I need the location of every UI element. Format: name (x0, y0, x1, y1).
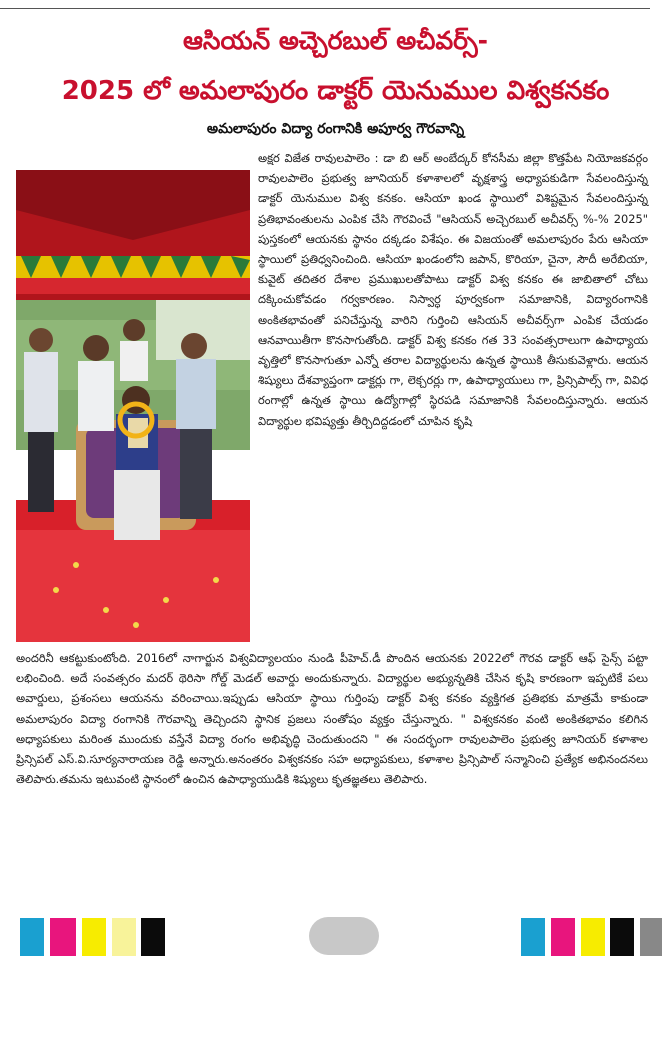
color-swatch-magenta-right (551, 918, 575, 956)
color-swatch-black-left (141, 918, 165, 956)
color-swatch-magenta-left (50, 918, 76, 956)
article-body-column: అక్షర విజేత రావులపాలెం : డా బి ఆర్ అంబేద్కర్ కోనసీమ జిల్లా కొత్తపేట నియోజకవర్గం రావులపాలెం ప్రభుత్వ జూనియర్ కళాశాలలో వృక్షశాస్త్ర అధ్యాపకుడిగా సేవలందిస్తున్న డాక్టర్ యెనుముల విశ్వ కనకం. ఆసియా ఖండ స్థాయిలో విశిష్టమైన సేవలందిస్తున్న ప్రతిభావంతులను ఎంపిక చేసి గౌరవించే "ఆసియన్ అచ్చెరబుల్ అచీవర్స్ %-% 2025" పుస్తకంలో ఆయనకు స్థానం దక్కడం విశేషం. ఈ విజయంతో అమలాపురం పేరు ఆసియా స్థాయిలో ప్రతిధ్వనించింది. ఆసియా ఖండంలోని జపాన్, కొరియా, చైనా, సౌదీ అరేబియా, కువైట్ తదితర దేశాల ప్రముఖులతోపాటు డాక్టర్ విశ్వ కనకం ఈ జాబితాలో చోటు దక్కించుకోవడం గర్వకారణం. నిస్వార్ధ పూర్వకంగా సమాజానికి, విద్యారంగానికి అంకితభావంతో పనిచేస్తున్న వారిని గుర్తించి ఆసియన్ అచీవర్స్‌గా ఎంపిక చేయడం ఆనవాయితీగా కొనసాగుతోంది. డాక్టర్ విశ్వ కనకం గత 33 సంవత్సరాలుగా ఉపాధ్యాయ వృత్తిలో కొనసాగుతూ ఎన్నో తరాల విద్యార్థులను ఉన్నత స్థాయికి తీసుకువెళ్లారు. ఆయన శిష్యులు దేశవ్యాప్తంగా డాక్టర్లు గా, లెక్చరర్లు గా, ఉపాధ్యాయులు గా, ప్రిన్సిపాల్స్ గా, వివిధ రంగాల్లో ఉన్నత స్థాయి ఉద్యోగాల్లో స్థిరపడి సమాజానికి సేవలందిస్తున్నారు. ఆయన విద్యార్థుల భవిష్యత్తు తీర్చిదిద్దడంలో చూపిన కృషి (258, 151, 648, 428)
color-swatch-black-right (610, 918, 634, 956)
article-body-full-width: అందరినీ ఆకట్టుకుంటోంది. 2016లో నాగార్జున విశ్వవిద్యాలయం నుండి పీహెచ్.డీ పొందిన ఆయనకు 2022లో గౌరవ డాక్టర్ ఆఫ్ సైన్స్ పట్టా లభించింది. అదే సంవత్సరం మదర్ థెరిసా గోల్డ్ మెడల్ అవార్డు అందుకున్నారు. విద్యార్థుల అభ్యున్నతికి చేసిన కృషి కారణంగా ఇప్పటికే పలు అవార్డులు, ప్రశంసలు ఆయనను వరించాయి.ఇప్పుడు ఆసియా స్థాయి గుర్తింపు డాక్టర్ విశ్వ కనకం వ్యక్తిగత ప్రతిభకు మాత్రమే కాకుండా అమలాపురం విద్యా రంగానికి గౌరవాన్ని తెచ్చిందని స్థానిక ప్రజలు సంతోషం వ్యక్తం చేస్తున్నారు. " విశ్వకనకం వంటి అంకితభావం కలిగిన అధ్యాపకులు మరింత ముందుకు వస్తేనే విద్యా రంగం అభివృద్ధి చెందుతుందని " ఈ సందర్భంగా రావులపాలెం ప్రభుత్వ జూనియర్ కళాశాల ప్రిన్సిపల్ ఎస్.వి.సూర్యనారాయణ రెడ్డి అన్నారు.అనంతరం విశ్వకనకం సహ అధ్యాపకులు, కళాశాల ప్రిన్సిపాల్ సన్మానించి ప్రత్యేక అభినందనలు తెలిపారు.తమను ఇటువంటి స్థానంలో ఉంచిన ఉపాధ్యాయుడికి శిష్యులు కృతజ్ఞతలు తెలిపారు. (16, 651, 648, 787)
color-swatch-yellow-left (82, 918, 106, 956)
headline-line-1: ఆసియన్ అచ్చెరబుల్ అచీవర్స్- (182, 26, 489, 55)
color-swatch-yellow-right (581, 918, 605, 956)
headline-line-2: 2025 లో అమలాపురం డాక్టర్ యెనుముల విశ్వకనకం (61, 76, 610, 106)
color-swatch-cyan-right (521, 918, 545, 956)
color-swatch-cyan-left (20, 918, 44, 956)
registration-pill (309, 917, 379, 955)
article-photo (16, 170, 250, 642)
color-swatch-gray-right (640, 918, 662, 956)
color-swatch-lightyellow-left (112, 918, 136, 956)
top-rule (0, 8, 650, 9)
award-ceremony-photo (16, 170, 250, 642)
subheadline: అమలాపురం విద్యా రంగానికి అపూర్వ గౌరవాన్ని (206, 121, 465, 137)
